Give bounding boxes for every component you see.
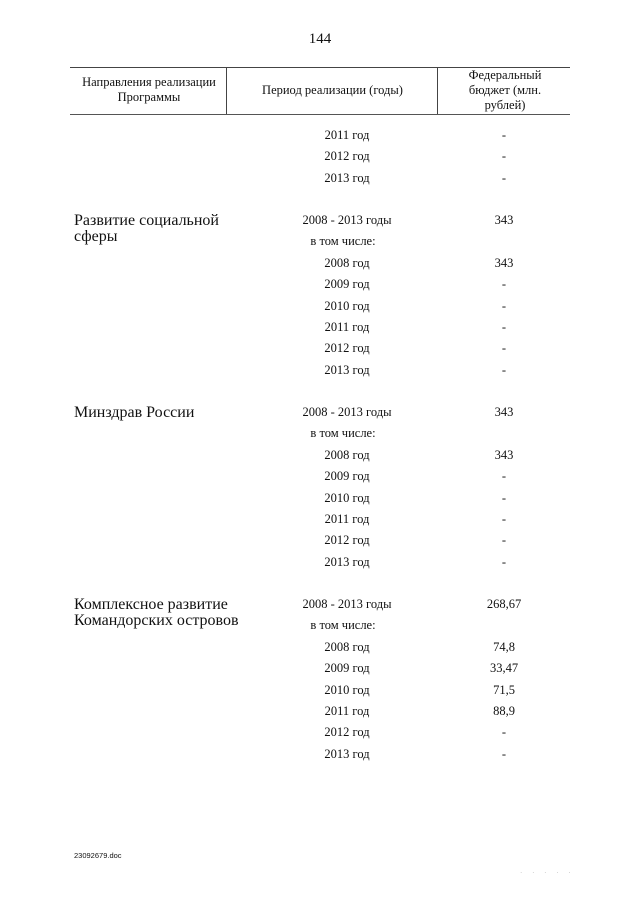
table-row — [0, 320, 640, 341]
period-cell: 2013 год — [324, 554, 370, 569]
period-cell: 2008 год — [324, 255, 370, 270]
period-cell: в том числе: — [310, 234, 376, 249]
period-cell: 2009 год — [324, 277, 370, 292]
budget-cell: 343 — [494, 447, 514, 462]
budget-cell: 343 — [494, 213, 514, 227]
table-row — [0, 533, 640, 554]
period-cell: 2008 год — [324, 447, 370, 462]
page-number: 144 — [308, 31, 332, 47]
period-cell: 2010 год — [324, 490, 370, 505]
section-title: Комплексное развитие Командорских островов — [74, 596, 239, 629]
table-row — [0, 256, 640, 277]
table-row — [0, 149, 640, 170]
section-title: Минздрав России — [74, 404, 195, 421]
budget-cell: - — [501, 746, 507, 761]
budget-cell: - — [501, 320, 507, 334]
header-divider-2 — [437, 67, 438, 114]
period-cell: 2013 год — [324, 170, 370, 185]
budget-cell: 88,9 — [493, 704, 515, 718]
period-cell: 2011 год — [324, 128, 370, 142]
period-cell: 2008 - 2013 годы — [302, 405, 392, 419]
header-divider-1 — [226, 67, 227, 114]
period-cell: 2009 год — [324, 661, 370, 676]
header-budget: Федеральный бюджет (млн. рублей) — [468, 68, 542, 112]
budget-cell: 343 — [494, 255, 514, 270]
table-row — [0, 128, 640, 149]
budget-cell: - — [501, 298, 507, 313]
period-cell: 2011 год — [324, 320, 370, 334]
budget-cell: 33,47 — [489, 661, 519, 676]
period-cell: 2008 год — [324, 639, 370, 654]
table-row — [0, 512, 640, 533]
budget-cell: - — [501, 490, 507, 505]
table-row — [0, 469, 640, 490]
budget-cell: 268,67 — [486, 597, 522, 611]
period-cell: 2011 год — [324, 512, 370, 526]
table-row — [0, 597, 640, 618]
budget-cell: - — [501, 469, 507, 484]
footer-filename: 23092679.doc — [74, 851, 122, 860]
table-row — [0, 213, 640, 234]
budget-cell: - — [501, 725, 507, 740]
period-cell: 2012 год — [324, 149, 370, 164]
budget-cell: - — [501, 341, 507, 356]
header-bottom-rule — [70, 114, 570, 115]
period-cell: 2008 - 2013 годы — [302, 213, 392, 227]
budget-cell: - — [501, 533, 507, 548]
header-direction: Направления реализации Программы — [82, 75, 216, 104]
budget-cell: - — [501, 170, 507, 185]
period-cell: 2010 год — [324, 682, 370, 697]
section-title: Развитие социальной сферы — [74, 212, 219, 245]
header-period: Период реализации (годы) — [262, 83, 403, 97]
period-cell: 2013 год — [324, 746, 370, 761]
period-cell: 2013 год — [324, 362, 370, 377]
period-cell: 2009 год — [324, 469, 370, 484]
period-cell: в том числе: — [310, 426, 376, 441]
table-row — [0, 277, 640, 298]
table-row — [0, 299, 640, 320]
budget-cell: - — [501, 512, 507, 526]
table-row — [0, 341, 640, 362]
budget-cell: - — [501, 554, 507, 569]
budget-cell: - — [501, 149, 507, 164]
table-row — [0, 363, 640, 384]
period-cell: 2011 год — [324, 704, 370, 718]
table-row — [0, 405, 640, 426]
table-row — [0, 725, 640, 746]
table-row — [0, 618, 640, 639]
period-cell: 2008 - 2013 годы — [302, 597, 392, 611]
budget-cell: 71,5 — [493, 682, 515, 697]
budget-cell: - — [501, 277, 507, 292]
period-cell: 2010 год — [324, 298, 370, 313]
budget-cell: - — [501, 362, 507, 377]
table-row — [0, 171, 640, 192]
table-row — [0, 640, 640, 661]
period-cell: в том числе: — [310, 618, 376, 633]
period-cell: 2012 год — [324, 341, 370, 356]
table-row — [0, 448, 640, 469]
table-row — [0, 704, 640, 725]
budget-cell: 343 — [494, 405, 514, 419]
table-row — [0, 234, 640, 255]
table-row — [0, 555, 640, 576]
budget-cell: 74,8 — [493, 639, 515, 654]
footer-mark: · · · · · — [520, 869, 575, 877]
table-row — [0, 491, 640, 512]
table-row — [0, 661, 640, 682]
table-row — [0, 747, 640, 768]
table-row — [0, 426, 640, 447]
budget-cell: - — [501, 128, 507, 142]
period-cell: 2012 год — [324, 725, 370, 740]
table-row — [0, 683, 640, 704]
period-cell: 2012 год — [324, 533, 370, 548]
